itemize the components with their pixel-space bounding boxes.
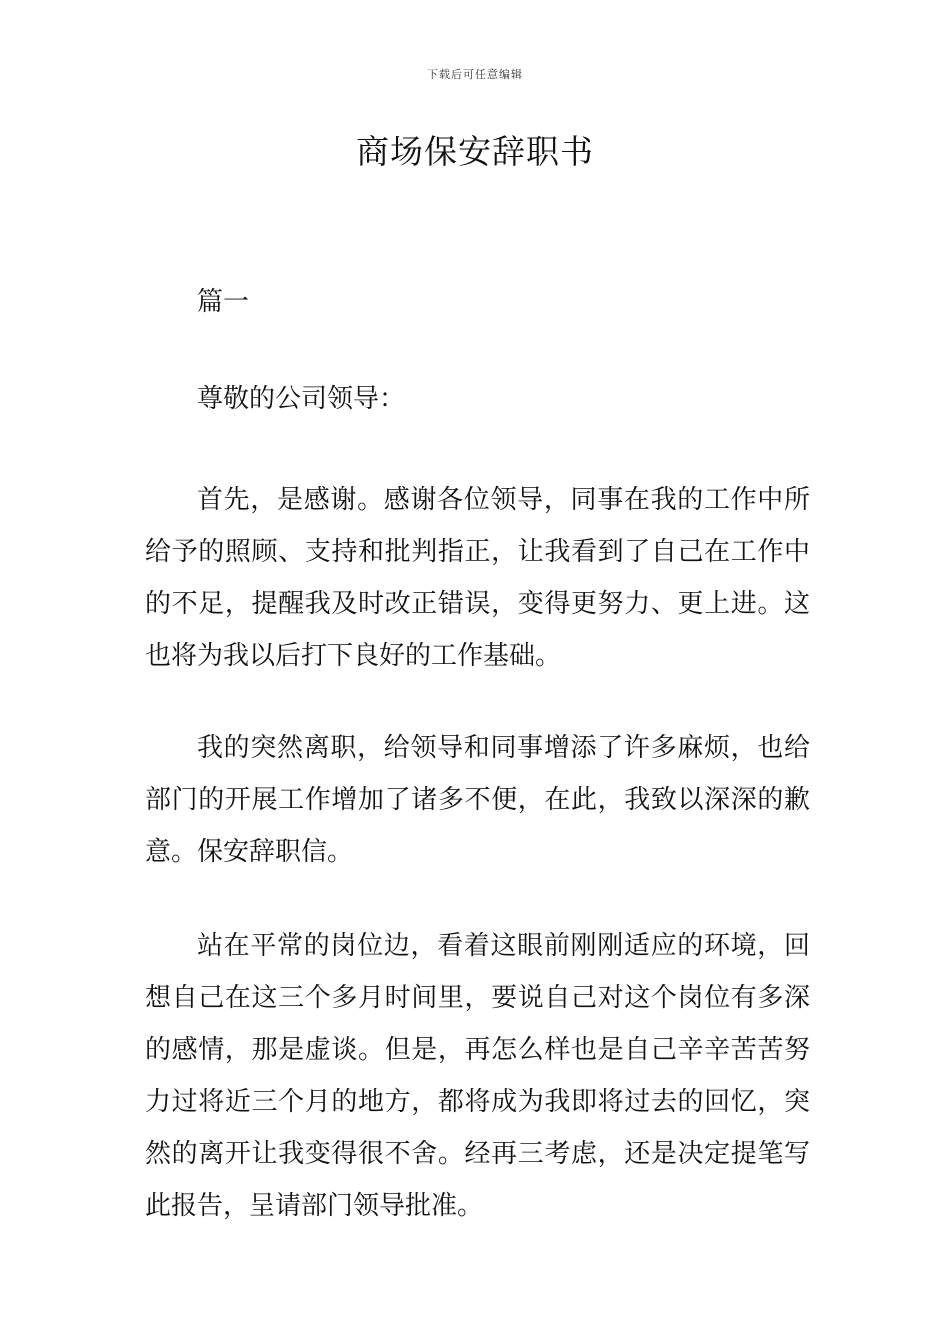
document-title: 商场保安辞职书 bbox=[356, 132, 594, 171]
body-paragraph-3: 站在平常的岗位边，看着这眼前刚刚适应的环境，回想自己在这三个多月时间里，要说自己对这个岗位有多深的感情，那是虚谈。但是，再怎么样也是自己辛辛苦苦努力过将近三个月的地方，都将成为我即将过去的回忆，突然的离开让我变得很不舍。经再三考虑，还是决定提笔写此报告，呈请部门领导批准。 bbox=[145, 931, 810, 1221]
greeting: 尊敬的公司领导： bbox=[197, 384, 406, 414]
header-note: 下载后可任意编辑 bbox=[427, 68, 523, 81]
body-paragraph-2: 我的突然离职，给领导和同事增添了许多麻烦，也给部门的开展工作增加了诸多不便，在此，我致以深深的歉意。保安辞职信。 bbox=[145, 733, 810, 867]
body-paragraph-1: 首先，是感谢。感谢各位领导，同事在我的工作中所给予的照顾、支持和批判指正，让我看到了自己在工作中的不足，提醒我及时改正错误，变得更努力、更上进。这也将为我以后打下良好的工作基础。 bbox=[145, 485, 810, 671]
section-label: 篇一 bbox=[197, 287, 250, 317]
